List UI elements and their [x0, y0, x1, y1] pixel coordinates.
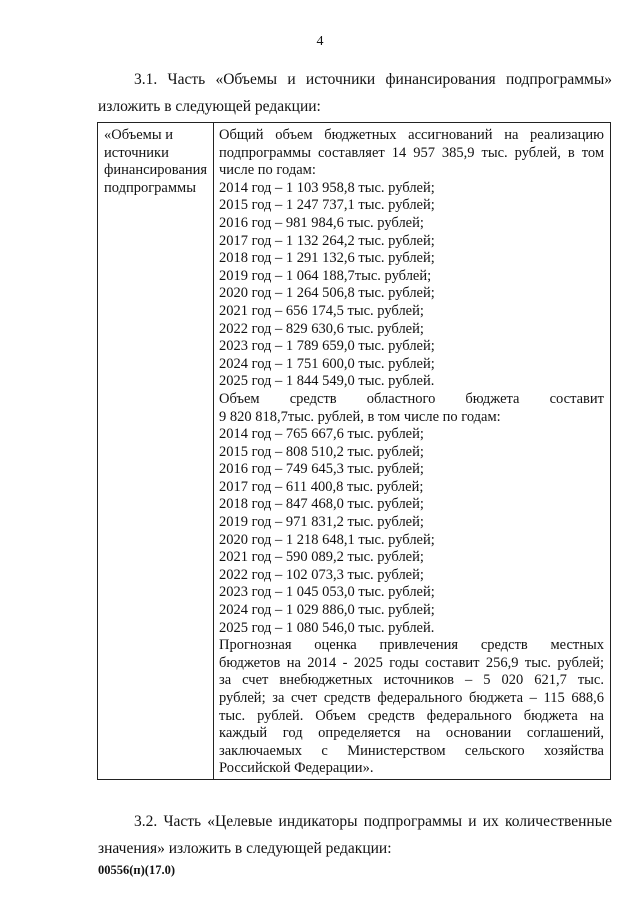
regional-year-line: 2016 год – 749 645,3 тыс. рублей; [219, 461, 424, 478]
regional-intro-line: Объем средств областного бюджета составит [219, 390, 604, 407]
paragraph-3-2-line-1: 3.2. Часть «Целевые индикаторы подпрограммы и их количественные [134, 813, 612, 830]
total-year-line: 2017 год – 1 132 264,2 тыс. рублей; [219, 232, 435, 249]
intro-line: Общий объем бюджетных ассигнований на реализацию [219, 127, 604, 143]
regional-year-line: 2018 год – 847 468,0 тыс. рублей; [219, 496, 424, 513]
paragraph-3-2 [98, 808, 612, 862]
left-cell-line: источники [104, 144, 169, 161]
paragraph-3-1-line-1: 3.1. Часть «Объемы и источники финансирования подпрограммы» [134, 71, 612, 88]
left-cell-line: финансирования [104, 162, 208, 179]
total-year-line: 2022 год – 829 630,6 тыс. рублей; [219, 320, 424, 337]
paragraph-3-1-line-2: изложить в следующей редакции: [98, 98, 321, 115]
closing-line: каждый год определяется на основании соглашений, [219, 725, 604, 742]
regional-year-line: 2021 год – 590 089,2 тыс. рублей; [219, 549, 424, 566]
left-cell-line: «Объемы и [104, 127, 173, 143]
total-year-line: 2025 год – 1 844 549,0 тыс. рублей. [219, 373, 435, 390]
regional-year-line: 2025 год – 1 080 546,0 тыс. рублей. [219, 619, 435, 636]
table-left-cell [98, 123, 214, 779]
regional-year-line: 2024 год – 1 029 886,0 тыс. рублей; [219, 602, 435, 619]
closing-line: бюджетов на 2014 - 2025 годы составит 256,9 тыс. рублей; [219, 654, 604, 671]
closing-line: Российской Федерации». [219, 760, 374, 777]
regional-year-line: 2020 год – 1 218 648,1 тыс. рублей; [219, 531, 435, 548]
closing-line: Прогнозная оценка привлечения средств местных [219, 637, 604, 654]
page-number: 4 [316, 34, 324, 49]
closing-line: заключаемых с Министерством сельского хозяйства [219, 742, 604, 759]
regional-year-line: 2014 год – 765 667,6 тыс. рублей; [219, 426, 424, 443]
total-year-line: 2014 год – 1 103 958,8 тыс. рублей; [219, 179, 435, 196]
total-year-line: 2021 год – 656 174,5 тыс. рублей; [219, 302, 424, 319]
regional-intro-line: 9 820 818,7тыс. рублей, в том числе по годам: [219, 408, 501, 425]
regional-year-line: 2017 год – 611 400,8 тыс. рублей; [219, 478, 424, 495]
intro-line: подпрограммы составляет 14 957 385,9 тыс. рублей, в том [219, 144, 604, 161]
regional-year-line: 2015 год – 808 510,2 тыс. рублей; [219, 443, 424, 460]
paragraph-3-2-line-2: значения» изложить в следующей редакции: [98, 840, 392, 857]
regional-year-line: 2019 год – 971 831,2 тыс. рублей; [219, 514, 424, 531]
regional-year-line: 2023 год – 1 045 053,0 тыс. рублей; [219, 584, 435, 601]
financing-table [97, 122, 611, 780]
intro-line: числе по годам: [219, 162, 316, 179]
closing-line: рублей; за счет средств федерального бюджета – 115 688,6 [219, 690, 604, 706]
paragraph-3-1 [98, 66, 612, 120]
document-code: 00556(п)(17.0) [98, 863, 175, 877]
total-year-line: 2015 год – 1 247 737,1 тыс. рублей; [219, 197, 435, 214]
closing-line: тыс. рублей. Объем средств федерального бюджета на [219, 707, 604, 724]
total-year-line: 2024 год – 1 751 600,0 тыс. рублей; [219, 355, 435, 372]
regional-year-line: 2022 год – 102 073,3 тыс. рублей; [219, 566, 424, 583]
total-year-line: 2019 год – 1 064 188,7тыс. рублей; [219, 267, 432, 284]
table-right-cell [214, 123, 610, 779]
total-year-line: 2018 год – 1 291 132,6 тыс. рублей; [219, 250, 435, 267]
total-year-line: 2020 год – 1 264 506,8 тыс. рублей; [219, 285, 435, 302]
total-year-line: 2016 год – 981 984,6 тыс. рублей; [219, 214, 424, 231]
left-cell-line: подпрограммы [104, 179, 196, 196]
closing-line: за счет внебюджетных источников – 5 020 621,7 тыс. [219, 672, 604, 689]
total-year-line: 2023 год – 1 789 659,0 тыс. рублей; [219, 338, 435, 355]
